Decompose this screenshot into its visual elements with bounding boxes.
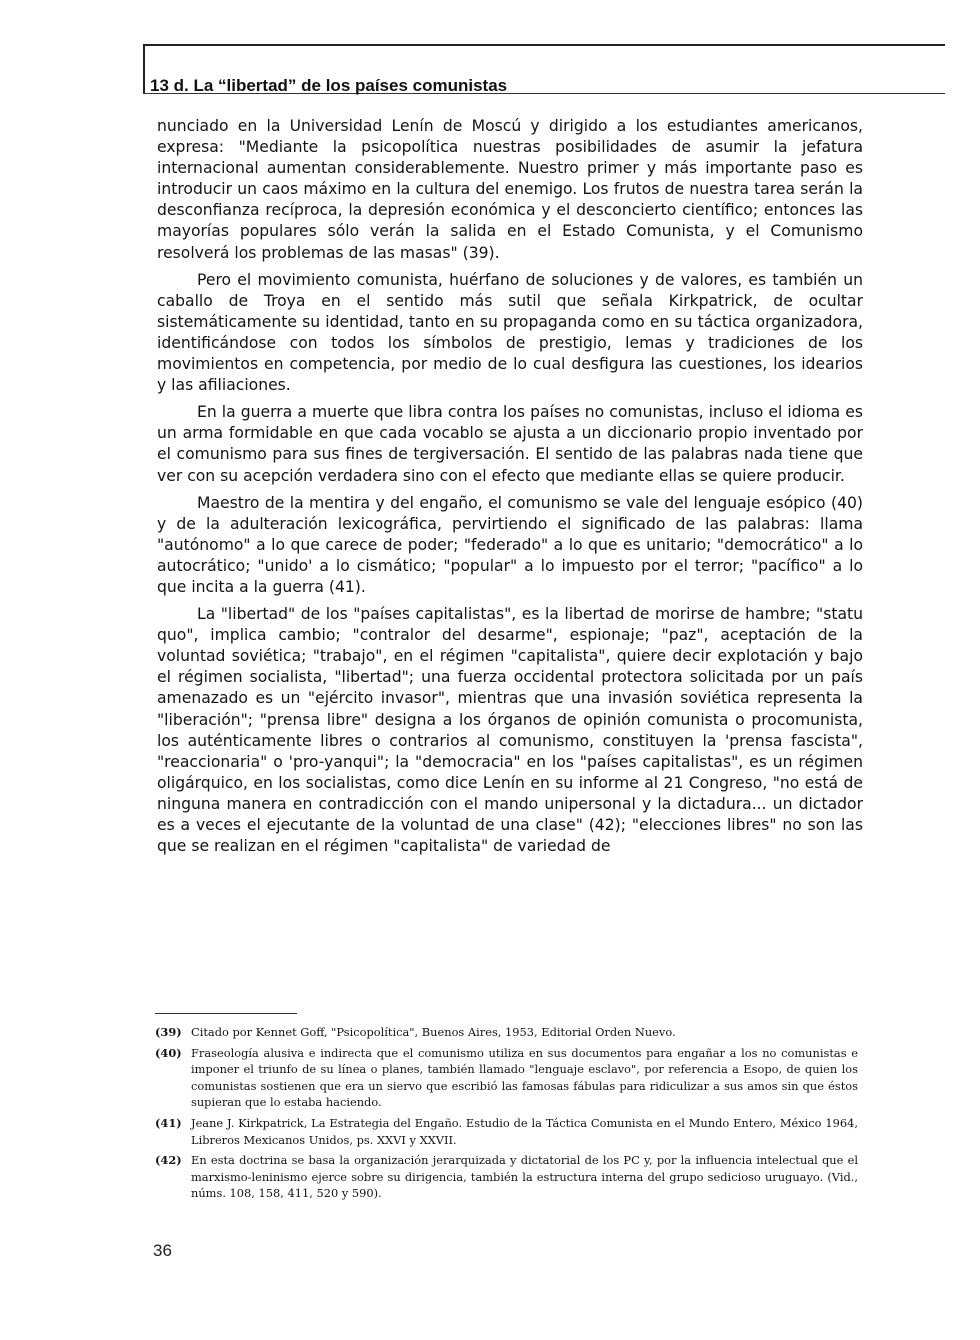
- footnotes: [155, 1024, 858, 1206]
- paragraph: Maestro de la mentira y del engaño, el comunismo se vale del lenguaje esópico (40) y de la adulteración lexicográfica, pervirtiendo el significado de las palabras: llama "autónomo" a lo que carece de poder; "federado" a lo que es unitario; "democrático" a lo autocrático; "unido' a lo cismático; "popular" a lo impuesto por el terror; "pacífico" a lo que incita a la guerra (41).: [157, 493, 863, 596]
- paragraph: Pero el movimiento comunista, huérfano de soluciones y de valores, es también un caballo de Troya en el sentido más sutil que señala Kirkpatrick, de ocultar sistemáticamente su identidad, tanto en su propaganda como en su táctica organizadora, identificándose con todos los símbolos de prestigio, lemas y tradiciones de los movimientos en competencia, por medio de lo cual desfigura las cuestiones, los idearios y las afiliaciones.: [157, 270, 863, 395]
- footnote: [155, 1152, 858, 1202]
- header-rule-top: [143, 44, 945, 46]
- footnote-separator: [155, 1013, 297, 1014]
- footnote-number: (39): [155, 1025, 182, 1039]
- page-number: 36: [153, 1241, 172, 1260]
- footnote-number: (42): [155, 1153, 182, 1168]
- footnote-text: Jeane J. Kirkpatrick, La Estrategia del Engaño. Estudio de la Táctica Comunista en el Mundo Entero, México 1964, Libreros Mexicanos Unidos, ps. XXVI y XXVII.: [191, 1115, 858, 1147]
- footnote-number: (41): [155, 1115, 182, 1130]
- footnote-text: En esta doctrina se basa la organización jerarquizada y dictatorial de los PC y, por la influencia intelectual que el marxismo-leninismo ejerce sobre su dirigencia, también la estructura interna del grupo sedicioso uruguayo. (Vid., núms. 108, 158, 411, 520 y 590).: [191, 1153, 858, 1201]
- paragraph-continuation: nunciado en la Universidad Lenín de Moscú y dirigido a los estudiantes americanos, expresa: "Mediante la psicopolítica nuestras posibilidades de asumir la jefatura internacional aumentan considerablemente. Nuestro primer y más importante paso es introducir un caos máximo en la cultura del enemigo. Los frutos de nuestra tarea serán la desconfianza recíproca, la depresión económica y el desconcierto científico; entonces las mayorías populares sólo verán la salida en el Estado Comunista, y el Comunismo resolverá los problemas de las masas" (39).: [157, 117, 863, 262]
- footnote: [155, 1115, 858, 1148]
- footnote: [155, 1024, 858, 1041]
- paragraph: En la guerra a muerte que libra contra los países no comunistas, incluso el idioma es un arma formidable en que cada vocablo se ajusta a un diccionario propio inventado por el comunismo para sus fines de tergiversación. El sentido de las palabras nada tiene que ver con su acepción verdadera sino con el efecto que mediante ellas se quiere producir.: [157, 403, 863, 485]
- header-rule-left: [143, 46, 145, 94]
- footnote-number: (40): [155, 1045, 182, 1060]
- footnote: [155, 1045, 858, 1111]
- body-text: [157, 116, 863, 863]
- footnote-text: Citado por Kennet Goff, "Psicopolítica", Buenos Aires, 1953, Editorial Orden Nuevo.: [191, 1025, 676, 1039]
- footnote-text: Fraseología alusiva e indirecta que el comunismo utiliza en sus documentos para engañar a los no comunistas e imponer el triunfo de su línea o planes, también llamado "lenguaje esclavo", por referencia a Esopo, de quien los comunistas sostienen que era un siervo que escribió las famosas fábulas para ridiculizar a sus amos sin que éstos supieran que lo estaba haciendo.: [191, 1045, 858, 1110]
- paragraph: La "libertad" de los "países capitalistas", es la libertad de morirse de hambre; "statu quo", implica cambio; "contralor del desarme", espionaje; "paz", aceptación de la voluntad soviética; "trabajo", en el régimen "capitalista", quiere decir explotación y bajo el régimen socialista, "libertad"; una fuerza occidental protectora solicitada por un país amenazado es un "ejército invasor", mientras que una invasión soviética representa la "liberación"; "prensa libre" designa a los órganos de opinión comunista o procomunista, los auténticamente libres o contrarios al comunismo, constituyen la 'prensa fascista", "reaccionaria" o 'pro-yanqui"; la "democracia" en los "países capitalistas", es un régimen oligárquico, en los socialistas, como dice Lenín en su informe al 21 Congreso, "no está de ninguna manera en contradicción con el mando unipersonal y la dictadura... un dictador es a veces el ejecutante de la voluntad de una clase" (42); "elecciones libres" no son las que se realizan en el régimen "capitalista" de variedad de: [157, 605, 863, 856]
- running-header-title: 13 d. La “libertad” de los países comunistas: [150, 76, 508, 95]
